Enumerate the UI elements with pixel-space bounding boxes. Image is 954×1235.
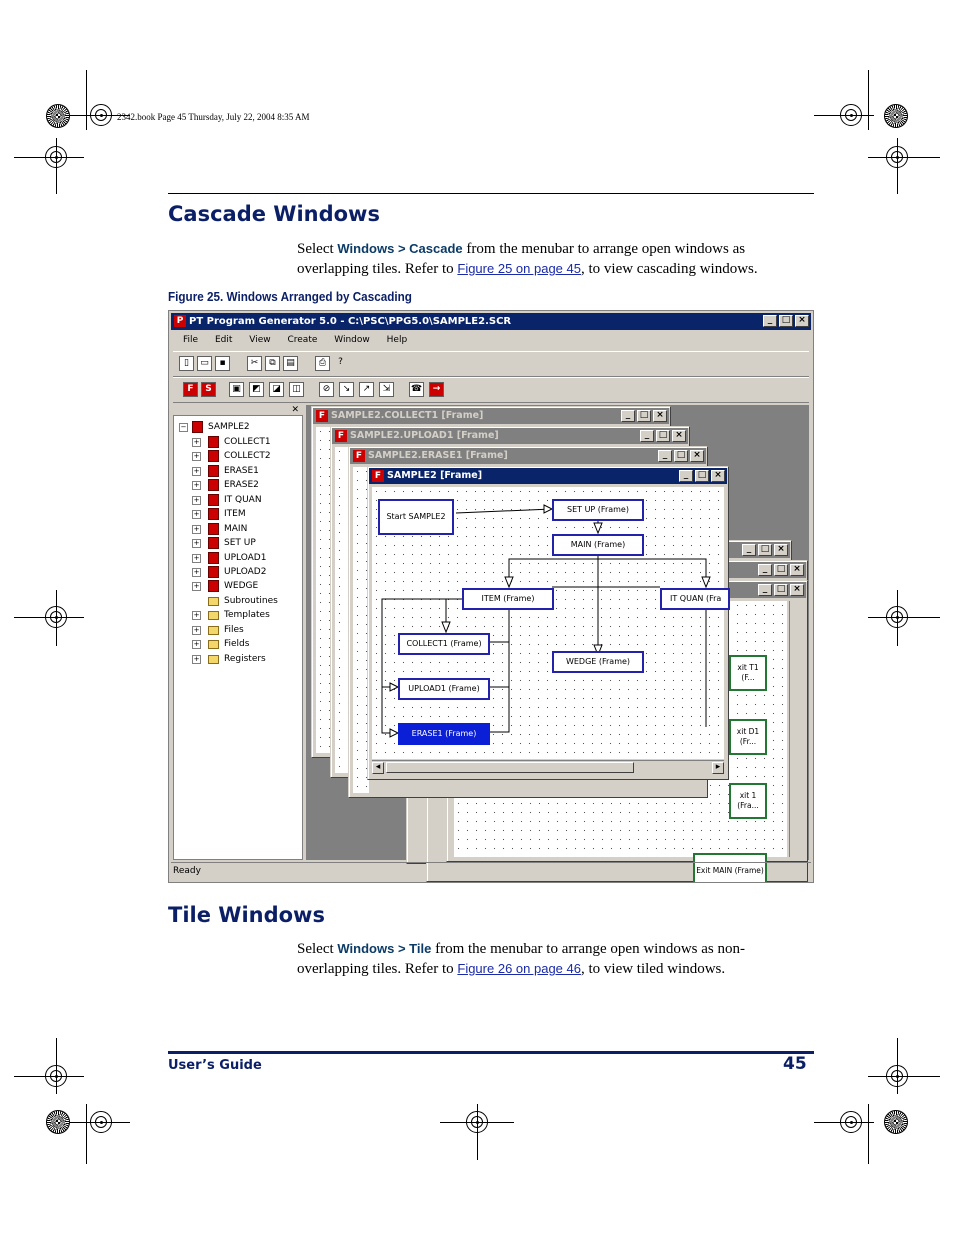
menu-path-tile: Tile — [409, 941, 432, 956]
figure-caption: Figure 25. Windows Arranged by Cascading — [168, 289, 412, 304]
tool-icon-8[interactable]: ↘ — [339, 382, 354, 397]
tree-root[interactable]: − SAMPLE2 — [180, 422, 250, 432]
tool-icon-4[interactable]: ◩ — [249, 382, 264, 397]
print-header: 2342.book Page 45 Thursday, July 22, 2004 8:35 AM — [117, 112, 310, 122]
node-collect1[interactable]: COLLECT1 (Frame) — [398, 633, 490, 655]
node-start-sample2[interactable]: Start SAMPLE2 — [378, 499, 454, 535]
tree-close-icon[interactable]: ✕ — [291, 405, 299, 415]
tree-item-wedge[interactable]: + WEDGE — [193, 581, 259, 591]
new-file-icon[interactable]: ▯ — [179, 356, 194, 371]
menu-path-cascade: Cascade — [409, 241, 463, 256]
figure-26-link[interactable]: Figure 26 on page 46 — [457, 961, 581, 976]
tree-folder-registers[interactable]: + Registers — [193, 654, 266, 664]
cascade-paragraph: Select Windows > Cascade from the menubar to arrange open windows as overlapping tiles. Refer to Figure 25 on page 45, to view cascading windows. — [297, 241, 758, 277]
node-erase1-selected[interactable]: ERASE1 (Frame) — [398, 723, 490, 745]
window-collect1-title: SAMPLE2.COLLECT1 [Frame] — [331, 410, 484, 421]
page-number: 45 — [783, 1054, 807, 1074]
node-exit-1[interactable]: xit T1 (F... — [729, 655, 767, 691]
tree-item-upload2[interactable]: + UPLOAD2 — [193, 567, 267, 577]
horizontal-scrollbar[interactable] — [372, 760, 724, 775]
toolbar-frames — [173, 377, 809, 403]
exit-arrow-icon[interactable]: → — [429, 382, 444, 397]
window-collect1: F SAMPLE2.COLLECT1 [Frame] _ □ × — [311, 406, 671, 758]
print-icon[interactable]: ⎙ — [315, 356, 330, 371]
figure-25-link[interactable]: Figure 25 on page 45 — [457, 261, 581, 276]
menu-view[interactable]: View — [249, 335, 271, 345]
node-exit-2[interactable]: xit D1 (Fr... — [729, 719, 767, 755]
menu-file[interactable]: File — [183, 335, 199, 345]
window-sample2-title: SAMPLE2 [Frame] — [387, 470, 483, 481]
app-icon: P — [174, 315, 186, 327]
scroll-thumb[interactable] — [386, 762, 634, 773]
window-back-1-titlebar: _ □ × — [448, 582, 806, 598]
save-icon[interactable]: ▪ — [215, 356, 230, 371]
scroll-left-icon[interactable]: ◂ — [372, 762, 384, 774]
window-back-3-titlebar: _ □ × — [408, 542, 790, 558]
maximize-button[interactable]: □ — [779, 315, 793, 327]
toolbar-standard — [173, 351, 809, 377]
window-erase1-title: SAMPLE2.ERASE1 [Frame] — [368, 450, 508, 461]
phone-icon[interactable]: ☎ — [409, 382, 424, 397]
sample2-minimize-button[interactable]: _ — [679, 470, 693, 482]
app-screenshot — [168, 310, 814, 883]
footer-guide-title: User’s Guide — [168, 1058, 262, 1073]
app-title: PT Program Generator 5.0 - C:\PSC\PPG5.0\SAMPLE2.SCR — [189, 316, 512, 327]
paste-icon[interactable]: ▤ — [283, 356, 298, 371]
tool-icon-7[interactable]: ⊘ — [319, 382, 334, 397]
node-it-quan[interactable]: IT QUAN (Fra — [660, 588, 730, 610]
window-back-2-titlebar: _ □ × — [428, 562, 806, 578]
menu-window[interactable]: Window — [334, 335, 370, 345]
tree-folder-files[interactable]: + Files — [193, 625, 244, 635]
minimize-button[interactable]: _ — [763, 315, 777, 327]
sample2-maximize-button[interactable]: □ — [695, 470, 709, 482]
menubar — [173, 331, 411, 349]
status-bar: Ready — [171, 862, 811, 880]
node-main[interactable]: MAIN (Frame) — [552, 534, 644, 556]
tile-paragraph: Select Windows > Tile from the menubar to arrange open windows as non-overlapping tiles. Refer to Figure 26 on page 46, to view tiled windows. — [297, 941, 746, 977]
open-folder-icon[interactable]: ▭ — [197, 356, 212, 371]
tree-item-erase2[interactable]: + ERASE2 — [193, 480, 259, 490]
cut-icon[interactable]: ✂ — [247, 356, 262, 371]
section-title-tile: Tile Windows — [168, 903, 325, 927]
tree-folder-fields[interactable]: + Fields — [193, 639, 250, 649]
tool-icon-9[interactable]: ↗ — [359, 382, 374, 397]
menu-path-windows: Windows — [337, 241, 395, 256]
tree-item-erase1[interactable]: + ERASE1 — [193, 466, 259, 476]
tree-item-main[interactable]: + MAIN — [193, 524, 248, 534]
footer-rule — [168, 1051, 814, 1054]
vertical-scrollbar[interactable] — [789, 601, 805, 857]
node-wedge[interactable]: WEDGE (Frame) — [552, 651, 644, 673]
node-exit-main[interactable]: Exit MAIN (Frame) — [693, 853, 767, 883]
tree-folder-subroutines[interactable]: Subroutines — [224, 594, 278, 608]
tool-icon-10[interactable]: ⇲ — [379, 382, 394, 397]
window-erase1: F SAMPLE2.ERASE1 [Frame] _ □ × — [348, 446, 708, 798]
tree-item-set-up[interactable]: + SET UP — [193, 538, 256, 548]
node-set-up[interactable]: SET UP (Frame) — [552, 499, 644, 521]
node-item[interactable]: ITEM (Frame) — [462, 588, 554, 610]
mdi-workspace — [306, 405, 809, 875]
copy-icon[interactable]: ⧉ — [265, 356, 280, 371]
menu-create[interactable]: Create — [287, 335, 318, 345]
flow-canvas[interactable] — [372, 487, 724, 759]
node-upload1[interactable]: UPLOAD1 (Frame) — [398, 678, 490, 700]
window-sample2: F SAMPLE2 [Frame] _ □ × Start SAMPLE2 SET UP (Frame) MAIN (Frame) ITEM (Frame) IT QUAN (Fra COLLECT1 (Frame) WEDGE (Frame) UPLOAD1 (Frame) ERASE1 (Frame) ◂ ▸ — [367, 466, 729, 780]
close-button[interactable]: × — [795, 315, 809, 327]
tool-icon-6[interactable]: ◫ — [289, 382, 304, 397]
tree-item-collect1[interactable]: + COLLECT1 — [193, 437, 271, 447]
tree-item-item[interactable]: + ITEM — [193, 509, 246, 519]
menu-path-windows-2: Windows — [337, 941, 395, 956]
tree-folder-templates[interactable]: + Templates — [193, 610, 270, 620]
help-icon[interactable]: ? — [338, 357, 343, 367]
section-title-cascade: Cascade Windows — [168, 202, 380, 226]
menu-edit[interactable]: Edit — [214, 335, 233, 345]
menu-help[interactable]: Help — [386, 335, 408, 345]
tree-item-it-quan[interactable]: + IT QUAN — [193, 495, 262, 505]
node-exit-3[interactable]: xit 1 (Fra... — [729, 783, 767, 819]
tree-item-collect2[interactable]: + COLLECT2 — [193, 451, 271, 461]
tree-item-upload1[interactable]: + UPLOAD1 — [193, 553, 267, 563]
project-tree — [173, 405, 303, 860]
sample2-close-button[interactable]: × — [711, 470, 725, 482]
scroll-right-icon[interactable]: ▸ — [712, 762, 724, 774]
window-upload1: F SAMPLE2.UPLOAD1 [Frame] _ □ × — [330, 426, 690, 778]
window-upload1-title: SAMPLE2.UPLOAD1 [Frame] — [350, 430, 499, 441]
subroutine-icon[interactable]: S — [201, 382, 216, 397]
app-titlebar — [171, 313, 811, 330]
field-icon[interactable]: ▣ — [229, 382, 244, 397]
frame-icon[interactable]: F — [183, 382, 198, 397]
tool-icon-5[interactable]: ◪ — [269, 382, 284, 397]
header-rule — [168, 193, 814, 194]
